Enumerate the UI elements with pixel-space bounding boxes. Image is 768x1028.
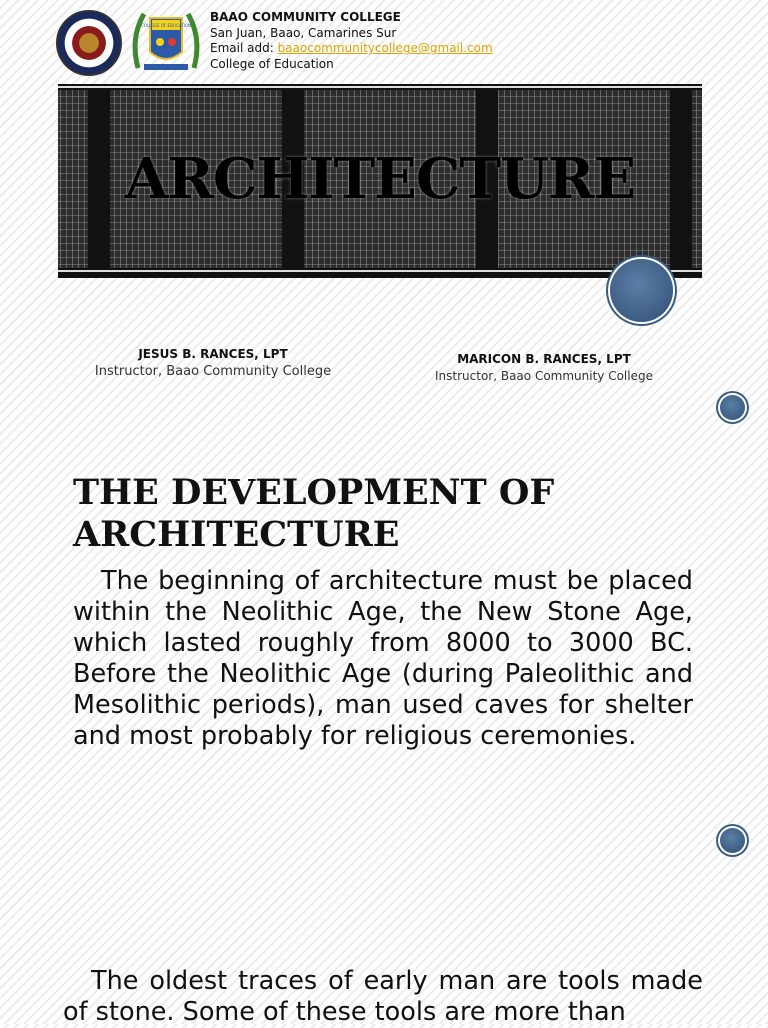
school-seal-logo xyxy=(56,10,122,76)
author-block xyxy=(430,352,658,383)
body-paragraph: The oldest traces of early man are tools made of stone. Some of these tools are more than xyxy=(63,966,703,1027)
school-header xyxy=(210,10,493,72)
email-link[interactable]: baaocommunitycollege@gmail.com xyxy=(277,41,493,55)
banner-top-line xyxy=(58,86,702,88)
author-role: Instructor, Baao Community College xyxy=(94,364,332,379)
body-paragraph: The beginning of architecture must be placed within the Neolithic Age, the New Stone Age, which lasted roughly from 8000 to 3000 BC. Before the Neolithic Age (during Paleolithic and Mesolithic periods), man used caves for shelter and most probably for religious ceremonies. xyxy=(73,566,693,751)
decorative-circle-small xyxy=(720,828,745,853)
section-heading: THE DEVELOPMENT OF ARCHITECTURE xyxy=(73,472,555,555)
banner-bottom-line xyxy=(58,270,702,272)
decorative-circle-large xyxy=(610,259,673,322)
svg-text:COLLEGE OF EDUCATION: COLLEGE OF EDUCATION xyxy=(140,23,192,28)
decorative-circle-small xyxy=(720,395,745,420)
page-title: ARCHITECTURE xyxy=(124,146,636,212)
department-name: College of Education xyxy=(210,56,334,71)
author-name: MARICON B. RANCES, LPT xyxy=(457,352,631,366)
author-block xyxy=(88,347,338,379)
college-of-education-logo xyxy=(130,8,202,74)
email-label: Email add: xyxy=(210,41,278,55)
email-line xyxy=(210,41,493,57)
author-role: Instructor, Baao Community College xyxy=(435,369,653,383)
school-address: San Juan, Baao, Camarines Sur xyxy=(210,25,397,40)
school-name: BAAO COMMUNITY COLLEGE xyxy=(210,10,401,24)
author-name: JESUS B. RANCES, LPT xyxy=(138,347,288,361)
